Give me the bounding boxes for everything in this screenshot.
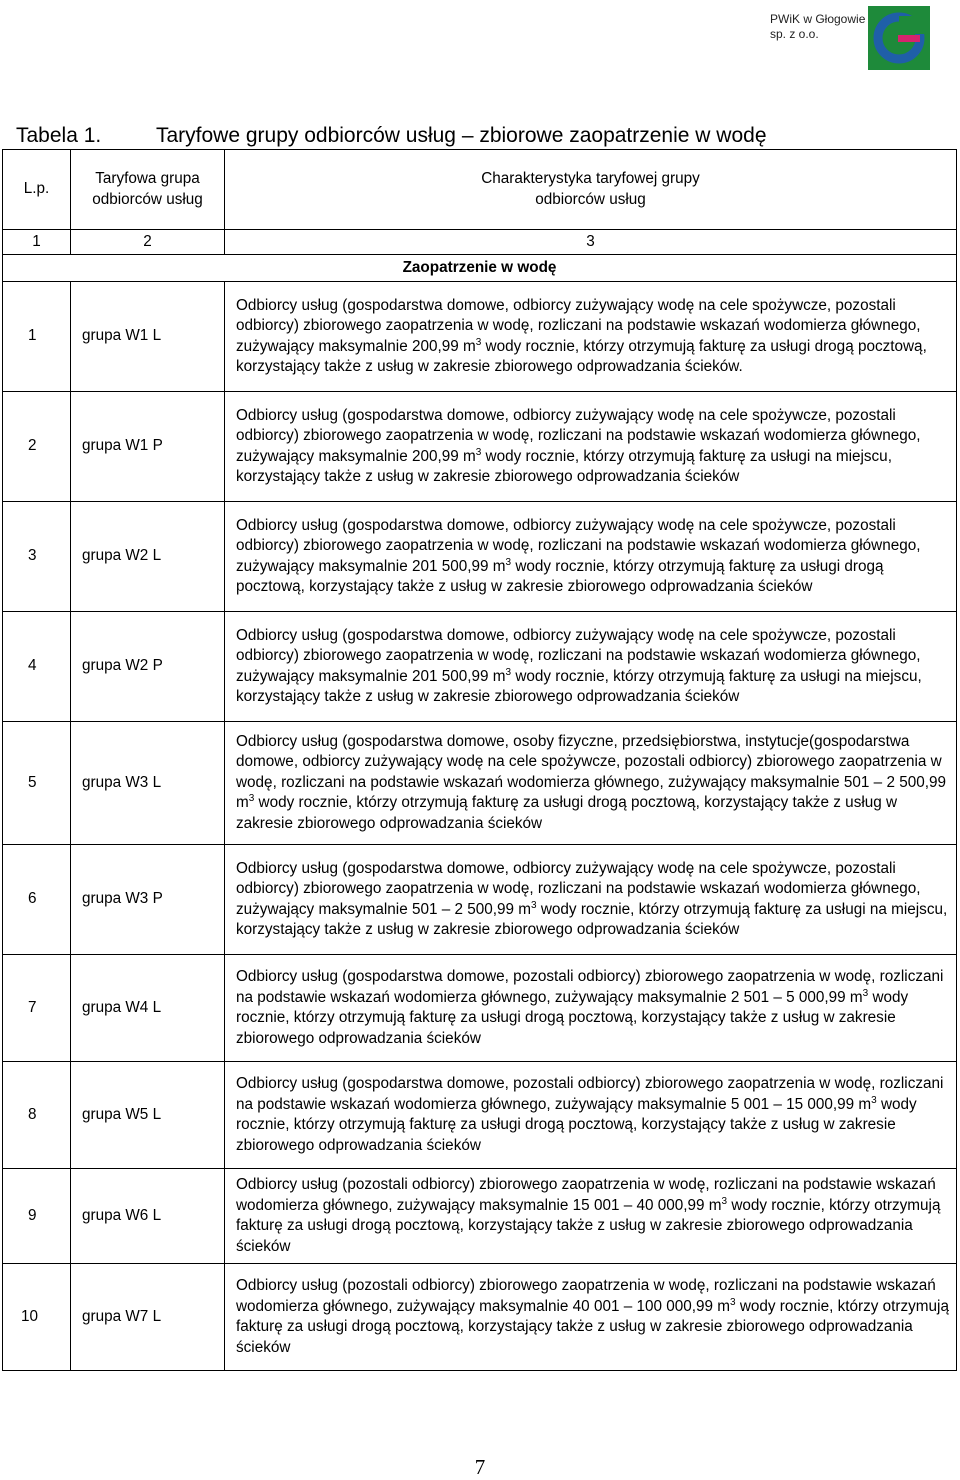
description-part: Odbiorcy usług (gospodarstwa domowe, odbiorcy zużywający wodę na cele spożywcze, pozostali odbiorcy) zbiorowego zaopatrzenia w wodę, rozliczani na podstawie wskazań wodomierza głównego, zużywający maksymalnie 201 500,99 m [236, 516, 921, 575]
row-description [225, 955, 957, 1062]
row-description [225, 845, 957, 955]
table-caption [16, 124, 767, 148]
row-description [225, 502, 957, 612]
row-group: grupa W2 P [71, 612, 225, 722]
description-part: wody rocznie, którzy otrzymują fakturę za usługi drogą pocztową, korzystający także z usług w zakresie zbiorowego odprowadzania ścieków [236, 557, 884, 595]
unit-superscript: 3 [475, 336, 482, 348]
column-number: 1 [3, 230, 71, 255]
unit-superscript: 3 [531, 899, 537, 911]
section-row [3, 255, 957, 282]
description-part: Odbiorcy usług (gospodarstwa domowe, osoby fizyczne, przedsiębiorstwa, instytucje(gospodarstwa domowe, odbiorcy zużywający wodę na cele spożywcze, pozostali odbiorcy) zbiorowego zaopatrzenia w wodę, rozliczani na podstawie wskazań wodomierza głównego, zużywający maksymalnie 501 – 2 500,99 m [236, 732, 946, 812]
row-lp: 8 [3, 1062, 71, 1169]
row-group: grupa W1 L [71, 282, 225, 392]
description-part: wody rocznie, którzy otrzymują fakturę za usługi na miejscu, korzystający także z usług w zakresie zbiorowego odprowadzania ścieków [236, 667, 922, 705]
table-row [3, 1062, 957, 1169]
header-lp: L.p. [3, 150, 71, 230]
company-name-line1: PWiK w Głogowie [770, 12, 866, 26]
logo-g-icon [868, 6, 930, 70]
row-lp: 4 [3, 612, 71, 722]
row-lp: 9 [3, 1169, 71, 1264]
description-part: wody rocznie, którzy otrzymują fakturę za usługi drogą pocztową, korzystający także z usług w zakresie zbiorowego odprowadzania ścieków [236, 794, 898, 832]
row-lp: 2 [3, 392, 71, 502]
row-group: grupa W6 L [71, 1169, 225, 1264]
description-part: wody rocznie, którzy otrzymują fakturę za usługi drogą pocztową, korzystający także z usług w zakresie zbiorowego odprowadzania ścieków [236, 1196, 941, 1255]
company-name-line2: sp. z o.o. [770, 27, 819, 41]
row-lp: 3 [3, 502, 71, 612]
row-lp: 5 [3, 722, 71, 845]
unit-superscript: 3 [862, 987, 869, 999]
row-lp: 10 [3, 1264, 71, 1371]
table-row [3, 612, 957, 722]
row-description [225, 612, 957, 722]
table-header-row [3, 150, 957, 230]
row-group: grupa W3 P [71, 845, 225, 955]
description-part: wody rocznie, którzy otrzymują fakturę za usługi na miejscu, korzystający także z usług w zakresie zbiorowego odprowadzania ścieków [236, 447, 892, 485]
row-description [225, 282, 957, 392]
description-part: Odbiorcy usług (gospodarstwa domowe, odbiorcy zużywający wodę na cele spożywcze, pozostali odbiorcy) zbiorowego zaopatrzenia w wodę, rozliczani na podstawie wskazań wodomierza głównego, zużywający maksymalnie 200,99 m [236, 296, 921, 355]
page-number: 7 [474, 1455, 486, 1479]
header-group: Taryfowa grupa odbiorców usług [71, 150, 225, 230]
table-row [3, 1169, 957, 1264]
column-numbers-row [3, 230, 957, 255]
table-row [3, 845, 957, 955]
unit-superscript: 3 [505, 556, 512, 568]
table-row [3, 502, 957, 612]
company-name [770, 12, 865, 42]
row-group: grupa W7 L [71, 1264, 225, 1371]
table-row [3, 392, 957, 502]
row-group: grupa W2 L [71, 502, 225, 612]
table-row [3, 282, 957, 392]
row-group: grupa W5 L [71, 1062, 225, 1169]
column-number: 2 [71, 230, 225, 255]
company-logo [758, 6, 958, 70]
description-part: wody rocznie, którzy otrzymują fakturę za usługi drogą pocztową, korzystający także z usług w zakresie zbiorowego odprowadzania ścieków [236, 988, 909, 1047]
row-description [225, 1062, 957, 1169]
row-description [225, 1264, 957, 1371]
unit-superscript: 3 [871, 1094, 877, 1106]
description-part: Odbiorcy usług (pozostali odbiorcy) zbiorowego zaopatrzenia w wodę, rozliczani na podstawie wskazań wodomierza głównego, zużywający maksymalnie 40 001 – 100 000,99 m [236, 1277, 936, 1315]
header-characteristic [225, 150, 957, 230]
row-group: grupa W1 P [71, 392, 225, 502]
table-row [3, 722, 957, 845]
description-part: wody rocznie, którzy otrzymują fakturę za usługi drogą pocztową, korzystający także z usług w zakresie zbiorowego odprowadzania ścieków [236, 1095, 917, 1154]
description-part: wody rocznie, którzy otrzymują fakturę za usługi drogą pocztową, korzystający także z usług w zakresie zbiorowego odprowadzania ścieków. [236, 337, 927, 375]
table-title: Taryfowe grupy odbiorców usług – zbiorowe zaopatrzenie w wodę [156, 124, 767, 147]
table-row [3, 955, 957, 1062]
unit-superscript: 3 [721, 1195, 728, 1207]
description-part: Odbiorcy usług (gospodarstwa domowe, odbiorcy zużywający wodę na cele spożywcze, pozostali odbiorcy) zbiorowego zaopatrzenia w wodę, rozliczani na podstawie wskazań wodomierza głównego, zużywający maksymalnie 200,99 m [236, 406, 921, 465]
table-row [3, 1264, 957, 1371]
description-part: Odbiorcy usług (gospodarstwa domowe, odbiorcy zużywający wodę na cele spożywcze, pozostali odbiorcy) zbiorowego zaopatrzenia w wodę, rozliczani na podstawie wskazań wodomierza głównego, zużywający maksymalnie 201 500,99 m [236, 626, 921, 685]
row-group: grupa W4 L [71, 955, 225, 1062]
description-part: wody rocznie, którzy otrzymują fakturę za usługi drogą pocztową, korzystający także z usług w zakresie zbiorowego odprowadzania ścieków [236, 1297, 949, 1356]
row-description [225, 1169, 957, 1264]
description-part: Odbiorcy usług (gospodarstwa domowe, pozostali odbiorcy) zbiorowego zaopatrzenia w wodę, rozliczani na podstawie wskazań wodomierza głównego, zużywający maksymalnie 2 501 – 5 000,99 m [236, 968, 944, 1006]
description-part: wody rocznie, którzy otrzymują fakturę za usługi na miejscu, korzystający także z usług w zakresie zbiorowego odprowadzania ścieków [236, 900, 948, 938]
tariff-groups-table [2, 149, 957, 1371]
row-lp: 7 [3, 955, 71, 1062]
unit-superscript: 3 [730, 1296, 736, 1308]
row-lp: 1 [3, 282, 71, 392]
row-group: grupa W3 L [71, 722, 225, 845]
logo-icon [868, 6, 930, 70]
row-lp: 6 [3, 845, 71, 955]
unit-superscript: 3 [475, 446, 482, 458]
row-description [225, 722, 957, 845]
description-part: Odbiorcy usług (pozostali odbiorcy) zbiorowego zaopatrzenia w wodę, rozliczani na podstawie wskazań wodomierza głównego, zużywający maksymalnie 15 001 – 40 000,99 m [236, 1176, 936, 1214]
table-label: Tabela 1. [16, 124, 102, 147]
row-description [225, 392, 957, 502]
header-characteristic-text: Charakterystyka taryfowej grupy odbiorców usług [481, 170, 700, 208]
column-number: 3 [225, 230, 957, 255]
description-part: Odbiorcy usług (gospodarstwa domowe, odbiorcy zużywający wodę na cele spożywcze, pozostali odbiorcy) zbiorowego zaopatrzenia w wodę, rozliczani na podstawie wskazań wodomierza głównego, zużywający maksymalnie 501 – 2 500,99 m [236, 859, 921, 918]
section-title: Zaopatrzenie w wodę [3, 255, 957, 282]
unit-superscript: 3 [505, 666, 512, 678]
description-part: Odbiorcy usług (gospodarstwa domowe, pozostali odbiorcy) zbiorowego zaopatrzenia w wodę, rozliczani na podstawie wskazań wodomierza głównego, zużywający maksymalnie 5 001 – 15 000,99 m [236, 1075, 944, 1113]
unit-superscript: 3 [248, 793, 255, 805]
